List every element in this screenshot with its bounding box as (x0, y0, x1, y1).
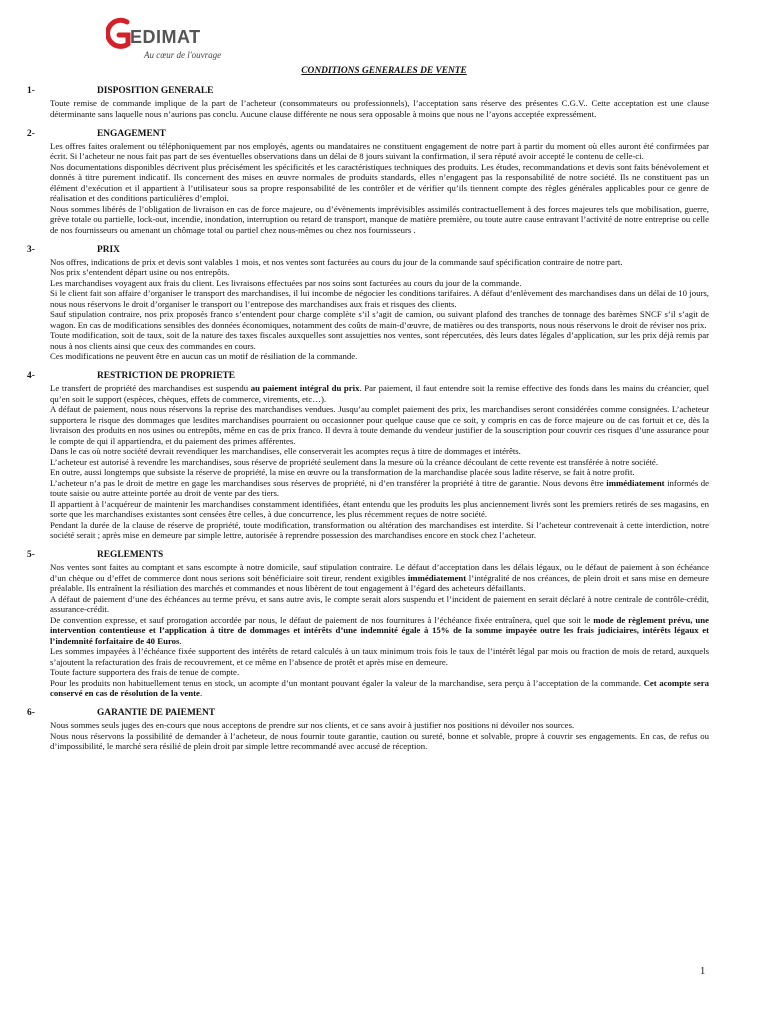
paragraph: Les sommes impayées à l’échéance fixée supportent des intérêts de retard calculés à un taux minimum trois fois le taux de l’intérêt légal par mois ou fraction de mois de retard, auxquels s’ajoutent la refacturation des frais de recouvrement, et ce même en l’absence de protêt et après mise en demeure. (50, 646, 709, 667)
section (27, 245, 709, 362)
section-number: 4- (27, 371, 35, 381)
section-heading (27, 550, 709, 562)
paragraph: Pour les produits non habituellement tenus en stock, un acompte d’un montant pouvant égaler la valeur de la marchandise, sera perçu à l’acceptation de la commande. Cet acompte sera conservé en cas de résolution de la vente. (50, 677, 709, 698)
paragraph: Nos documentations disponibles décrivent plus précisément les spécificités et les caractéristiques techniques des produits. Les études, recommandations et devis sont faits bénévolement et donnés à titre purement indicatif. Ils concernent des mises en œuvre normales de produits standards, elles n’engagent pas la responsabilité de notre société. Ils ne constituent pas un élément d’exécution et il appartient à l’utilisateur sous sa propre responsabilité de les contrôler et de vérifier qu’ils tiennent compte des règles générales applicables pour ce genre de réalisation et des conditions particulières d’emploi. (50, 161, 709, 203)
section (27, 708, 709, 752)
section-number: 3- (27, 244, 35, 255)
page-number: 1 (700, 966, 706, 977)
section-title: PRIX (97, 244, 120, 255)
section-body (50, 98, 709, 119)
section-number: 2- (27, 128, 35, 139)
paragraph: Nous sommes seuls juges des en-cours que nous acceptons de prendre sur nos clients, et ce sans avoir à justifier nos positions ni dévoiler nos sources. (50, 720, 575, 730)
paragraph: Nos ventes sont faites au comptant et sans escompte à notre domicile, sauf stipulation contraire. Le défaut d’acceptation dans les délais légaux, ou le défaut de paiement à son échéance d’un chèque ou d’effet de commerce dont nous serions soit bénéficiaire soit tireur, rendent exigibles immédiatement l’intégralité de nos créances, de plein droit et sans mise en demeure préalable. Ils entraînent la résiliation des marchés et commandes et nous libèrent de tout engagement à l’égard des acheteurs défaillants. (50, 562, 709, 593)
paragraph: Nos prix s’entendent départ usine ou nos entrepôts. (50, 267, 230, 277)
section (27, 371, 709, 541)
paragraph: Sauf stipulation contraire, nos prix proposés franco s’entendent pour charge complète s’il s’agit de camion, ou suivant plafond des tranches de tonnage des barèmes SNCF s’il s’agit de wagon. En cas de modifications sensibles des données économiques, notamment des coûts de main-d’œuvre, de matières ou des transports, nous nous réservons le droit de réviser nos prix. (50, 309, 709, 330)
document-body (27, 86, 709, 761)
paragraph: Ces modifications ne peuvent être en aucun cas un motif de résiliation de la commande. (50, 351, 358, 361)
paragraph: Toute remise de commande implique de la part de l’acheteur (consommateurs ou professionnels), l’acceptation sans réserve des présentes C.G.V.. Cette acceptation est une clause déterminante sans laquelle nous n’aurions pas conclu. Aucune clause différente ne nous sera opposable à moins que nous ne l’ayons acceptée expressément. (50, 98, 709, 119)
document-title: CONDITIONS GENERALES DE VENTE (301, 66, 467, 76)
section-body (50, 383, 709, 541)
section-number: 5- (27, 550, 35, 560)
section-title: DISPOSITION GENERALE (97, 86, 214, 96)
section-title: REGLEMENTS (97, 550, 164, 560)
section (27, 86, 709, 119)
paragraph: Si le client fait son affaire d’organiser le transport des marchandises, il lui incombe de négocier les conditions tarifaires. A défaut d’enlèvement des marchandises dans un délai de 10 jours, nous nous réservons le droit d’organiser le transport ou l’entrepose des marchandises aux frais et risques des clients. (50, 288, 709, 309)
paragraph: En outre, aussi longtemps que subsiste la réserve de propriété, la mise en œuvre ou la transformation de la marchandise placée sous ladite réserve, se fait à notre profit. (50, 467, 635, 477)
section-heading (27, 129, 709, 141)
paragraph: Il appartient à l’acquéreur de maintenir les marchandises constamment identifiées, étant entendu que les produits les plus anciennement livrés sont les premiers retirés de ses magasins, en sorte que les marchandises existantes sont censées être celles, à due concurrence, les plus récemment reçues de notre société. (50, 498, 709, 519)
section (27, 550, 709, 699)
paragraph: A défaut de paiement, nous nous réservons la reprise des marchandises vendues. Jusqu’au complet paiement des prix, les marchandises seront considérées comme consignées. L’acheteur supportera le risque des dommages que lesdites marchandises pourraient ou occasionner pour quelque cause que ce soit, y compris en cas de force majeure ou de cas fortuit et ce, dès la livraison des produits en nos usines ou entrepôts, même en cas de prix franco. Il devra à toute demande du vendeur justifier de la souscription pour couvrir ces risques d’une assurance pour le compte de qui il appartiendra, et du paiement des primes afférentes. (50, 404, 709, 446)
section-body (50, 720, 709, 752)
section (27, 129, 709, 236)
section-heading (27, 245, 709, 257)
section-title: GARANTIE DE PAIEMENT (97, 708, 216, 718)
section-heading (27, 371, 709, 383)
paragraph: Les offres faites oralement ou téléphoniquement par nos employés, agents ou mandataires ne constituent engagement de notre part à partir du moment où elles auront été confirmées par écrit. Si l’acheteur ne nous fait pas part de ses éventuelles observations dans un délai de 8 jours suivant la confirmation, il sera réputé avoir accepté le contenu de celle-ci. (50, 140, 709, 161)
section-number: 1- (27, 86, 35, 96)
section-title: RESTRICTION DE PROPRIETE (97, 371, 236, 381)
svg-text:EDIMAT: EDIMAT (130, 27, 201, 47)
paragraph: Dans le cas où notre société devrait revendiquer les marchandises, elle conserverait les acomptes reçus à titre de dommages et intérêts. (50, 446, 521, 456)
paragraph: Toute modification, soit de taux, soit de la nature des taxes fiscales auxquelles sont assujetties nos ventes, sont répercutées, dès leurs dates légales d’application, sur les prix déjà remis par nous à nos clients ainsi que ceux des commandes en cours. (50, 330, 709, 351)
paragraph: Toute facture supportera des frais de tenue de compte. (50, 667, 240, 677)
paragraph: Nous sommes libérés de l’obligation de livraison en cas de force majeure, ou d’évènements imprévisibles assimilés contractuellement à des forces majeures tels que mobilisation, guerre, grève totale ou partielle, lock-out, incendie, inondation, interruption ou retard de transport, manque de matière première, ou toute autre cause entravant l’activité de notre entreprise ou celle de nos fournisseurs ou amenant un chômage total ou partiel chez nous-mêmes ou chez nos fournisseurs . (50, 203, 709, 235)
section-number: 6- (27, 708, 35, 718)
paragraph: L’acheteur n’a pas le droit de mettre en gage les marchandises sous réserves de propriété, ni d’en transférer la propriété à titre de garantie. Nous devons être immédiatement informés de toute saisie ou autre atteinte portée au droit de vente par des tiers. (50, 477, 709, 498)
paragraph: Nous nous réservons la possibilité de demander à l’acheteur, de nous fournir toute garantie, caution ou sureté, bonne et solvable, propre à couvrir ses engagements. En cas, de refus ou d’impossibilité, le marché sera résilié de plein droit par simple lettre recommandé avec accusé de réception. (50, 730, 709, 751)
gedimat-logo (106, 14, 236, 64)
section-title: ENGAGEMENT (97, 128, 166, 139)
paragraph: Le transfert de propriété des marchandises est suspendu au paiement intégral du prix. Par paiement, il faut entendre soit la remise effective des fonds dans les mains du créancier, quel qu’en soit le support (espèces, chèques, effets de commerce, virements, etc…). (50, 383, 710, 404)
section-body (50, 141, 709, 236)
paragraph: Les marchandises voyagent aux frais du client. Les livraisons effectuées par nos soins sont facturées au cours du jour de la commande. (50, 277, 522, 288)
paragraph: A défaut de paiement d’une des échéances au terme prévu, et sans autre avis, le compte serait alors suspendu et l’incident de paiement en serait déclaré à notre centrale de contrôle-crédit, assurance-crédit. (50, 593, 709, 614)
section-heading (27, 86, 709, 98)
svg-text:Au cœur de l'ouvrage: Au cœur de l'ouvrage (144, 50, 222, 60)
paragraph: Pendant la durée de la clause de réserve de propriété, toute modification, transformation ou altération des marchandises est interdite. Si l’acheteur contrevenait à cette interdiction, notre société serait ; après mise en demeure par simple lettre, autorisée à reprendre possession des marchandises encore en stock chez l’acheteur. (50, 519, 709, 540)
paragraph: L’acheteur est autorisé à revendre les marchandises, sous réserve de propriété seulement dans la mesure où la créance découlant de cette revente est transférée à notre société. (50, 456, 659, 467)
section-heading (27, 708, 709, 720)
paragraph: De convention expresse, et sauf prorogation accordée par nous, le défaut de paiement de nos fournitures à l’échéance fixée entraînera, quel que soit le mode de règlement prévu, une intervention contentieuse et l’application à titre de dommages et intérêts d’une indemnité égale à 15% de la somme impayée outre les frais judiciaires, intérêts légaux et l’indemnité forfaitaire de 40 Euros. (50, 614, 709, 646)
paragraph: Nos offres, indications de prix et devis sont valables 1 mois, et nos ventes sont facturées au cours du jour de la commande sauf spécification contraire de notre part. (50, 256, 623, 267)
section-body (50, 257, 709, 362)
section-body (50, 562, 709, 699)
